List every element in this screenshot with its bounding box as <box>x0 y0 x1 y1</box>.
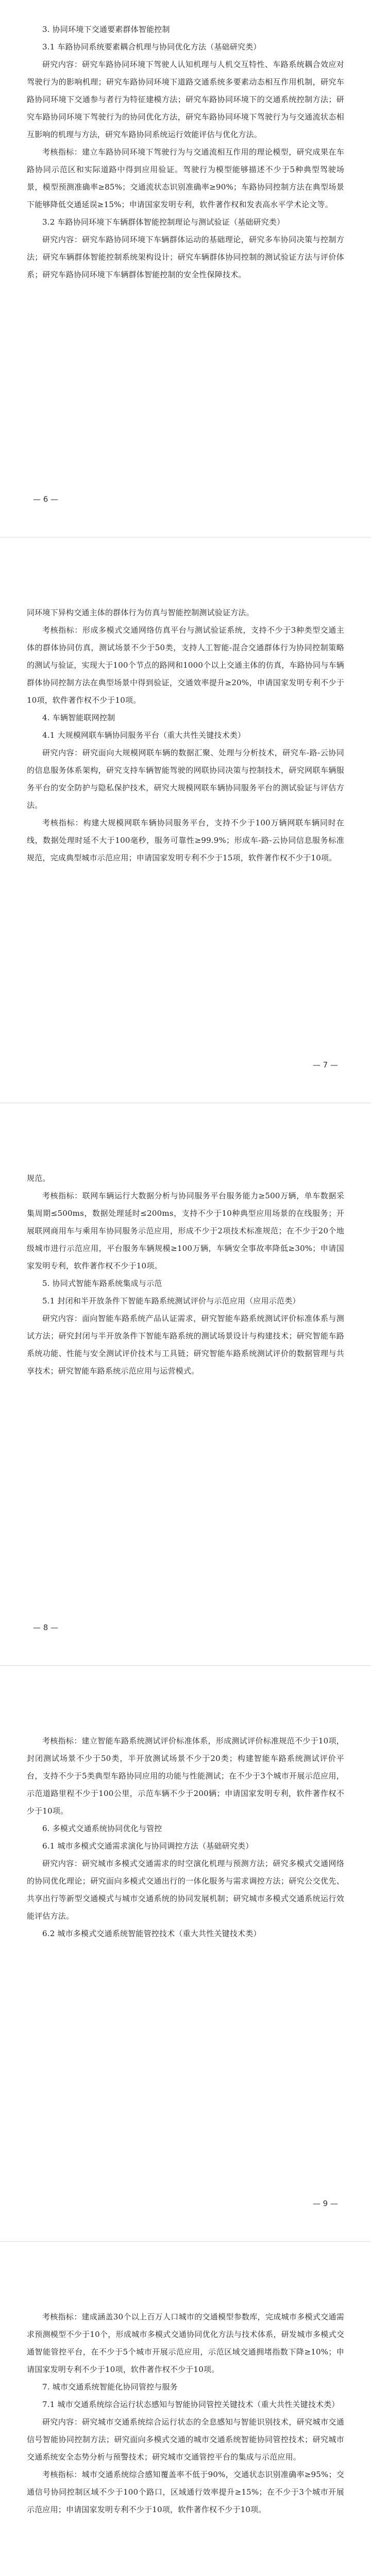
subsection-heading: 5.1 封闭和半开放条件下智能车路系统测试评价与示范应用（应用示范类） <box>42 1296 300 1306</box>
subsection-heading: 3.2 车路协同环境下车辆群体智能控制理论与测试验证（基础研究类） <box>42 217 285 227</box>
subsection-heading: 7.1 城市交通系统综合运行状态感知与智能协同管控关键技术（重大共性关键技术类） <box>42 2400 340 2409</box>
page-separator <box>0 537 371 584</box>
document-page <box>0 2287 371 2576</box>
page-separator <box>0 1665 371 1713</box>
section-heading: 7. 城市交通系统智能化协同管控与服务 <box>42 2382 178 2392</box>
subsection-heading: 6.1 城市多模式交通需求演化与协同调控方法（基础研究类） <box>42 1841 254 1851</box>
page-number: — 8 — <box>33 1623 59 1632</box>
page-number: — 7 — <box>312 1060 338 1070</box>
document-page <box>0 583 371 1103</box>
document-page <box>0 0 371 537</box>
body-paragraph: 考核指标：建立车路协同环境下驾驶行为与交通流相互作用的理论模型，研究成果在车路协同示范区和实际道路中得到应用验证。驾驶行为模型能够描述不少于5种典型驾驶场景，模型预测准确率≥85%；交通流状态识别准确率≥90%；车路协同控制方法在典型场景下能够降低交通延误≥15%；申请国家发明专利，软件著作权和发表高水平学术论文等。 <box>27 147 344 209</box>
body-paragraph: 研究内容：研究城市多模式交通需求的时空演化机理与预测方法；研究多模式交通网络的协同优化理论；研究面向多模式交通出行的一体化服务与需求调控方法；研究公交优先、共享出行等新型交通模式与城市交通系统的协同发展机制；研究城市多模式交通系统运行效能评估方法。 <box>27 1859 344 1921</box>
section-heading: 6. 多模式交通系统协同优化与管控 <box>42 1824 162 1833</box>
body-paragraph: 同环境下异构交通主体的群体行为仿真与智能控制测试验证方法。 <box>27 608 254 617</box>
body-paragraph: 研究内容：研究车路协同环境下驾驶人认知机理与人机交互特性、车路系统耦合效应对驾驶行为的影响机理；研究车路协同环境下道路交通系统多要素动态相互作用机制，研究车路协同环境下交通参与者行为特征建模方法；研究车路协同环境下的交通系统控制方法；研究车路协同环境下驾驶行为的协同优化方法，研究车路协同环境下驾驶行为与交通流状态相互影响的机理与方法，研究车路协同系统运行效能评估与优化方法。 <box>27 60 344 139</box>
body-paragraph: 研究内容：面向智能车路系统产品认证需求，研究智能车路系统测试评价标准体系与测试方法；研究封闭与半开放条件下智能车路系统的测试场景设计与构建技术；研究智能车路系统功能、性能与安全测试评价技术与工具链；研究智能车路系统测试评价的数据管理与共享技术；研究智能车路系统示范应用与运营模式。 <box>27 1314 344 1376</box>
section-heading: 5. 协同式智能车路系统集成与示范 <box>42 1279 162 1288</box>
body-paragraph: 考核指标：建立智能车路系统测试评价标准体系，形成测试评价标准规范不少于10项，封闭测试场景不少于50类，半开放测试场景不少于20类；构建智能车路系统测试评价平台，支持不少于5类典型车路协同应用的功能与性能测试；在不少于3个城市开展示范应用，示范道路里程不少于100公里，示范车辆不少于200辆；申请国家发明专利，软件著作权不少于10项。 <box>27 1736 344 1816</box>
body-paragraph: 考核指标：联网车辆运行大数据分析与协同服务平台服务能力≥500万辆，单车数据采集周期≤500ms，数据处理延时≤200ms，支持不少于10种典型应用场景的在线服务；开展联网商用车与乘用车协同服务示范应用，形成不少于2项技术标准规范；在不少于20个地级城市进行示范应用，平台服务车辆规模≥100万辆，车辆安全事故率降低≥30%；申请国家发明专利，软件著作权不少于10项。 <box>27 1191 344 1270</box>
body-paragraph: 研究内容：研究车路协同环境下车辆群体运动的基础理论，研究多车协同决策与控制方法；研究车辆群体智能控制系统架构设计；研究车辆群体协同控制的测试验证方法与评价体系；研究车路协同环境下车辆群体智能控制的安全性保障技术。 <box>27 235 344 279</box>
subsection-heading: 3.1 车路协同系统要素耦合机理与协同优化方法（基础研究类） <box>42 42 261 52</box>
body-paragraph: 研究内容：研究面向大规模网联车辆的数据汇聚、处理与分析技术，研究车-路-云协同的信息服务体系架构，研究支持车辆智能驾驶的网联协同决策与控制技术，研究网联车辆服务平台的安全防护与隐私保护技术，研究大规模网联车辆协同服务平台的测试验证与评估方法。 <box>27 748 344 810</box>
document-page <box>0 1149 371 1665</box>
subsection-heading: 6.2 城市多模式交通系统智能管控技术（重大共性关键技术类） <box>42 1929 261 1938</box>
body-paragraph: 考核指标：建成涵盖30个以上百万人口城市的交通模型参数库，完成城市多模式交通需求预测模型不少于10个，形成城市多模式交通协同优化方法与技术体系，研发城市多模式交通智能管控平台，在不少于5个城市开展示范应用，示范区域交通拥堵指数下降≥10%；申请国家发明专利不少于10项，软件著作权不少于10项。 <box>27 2312 344 2374</box>
body-paragraph: 考核指标：城市交通系统综合感知覆盖率不低于90%，交通状态识别准确率≥95%；交通信号协同控制区域不少于100个路口，区域通行效率提升≥15%；在不少于3个城市开展示范应用；申请国家发明专利不少于10项，软件著作权不少于10项。 <box>27 2470 344 2514</box>
page-number: — 6 — <box>33 495 59 504</box>
section-heading: 3. 协同环境下交通要素群体智能控制 <box>42 25 170 34</box>
document-page <box>0 1711 371 2241</box>
body-paragraph: 研究内容：研究城市交通系统综合运行状态的全息感知与智能识别技术，研究城市交通信号智能协同控制方法；研究面向多模式交通的城市交通系统智能协同管控技术；研究城市交通系统安全态势分析与预警技术；研究城市交通管控平台的集成与示范应用。 <box>27 2417 344 2462</box>
body-paragraph: 考核指标：形成多模式交通网络仿真平台与测试验证系统，支持不少于3种类型交通主体的群体协同仿真，测试场景不少于50类，支持人工智能-混合交通群体行为协同控制策略的测试与验证，实现大于100个节点的路网和1000个以上交通主体的仿真，车路协同与车辆群体协同控制方法在典型场景中得到验证，交通效率提升≥20%，申请国家发明专利不少于10项，软件著作权不少于10项。 <box>27 625 344 705</box>
body-paragraph: 考核指标：构建大规模网联车辆协同服务平台，支持不少于100万辆网联车辆同时在线，数据处理时延不大于100毫秒，服务可靠性≥99.9%；形成车-路-云协同信息服务标准规范，完成典型城市示范应用；申请国家发明专利不少于15项，软件著作权不少于10项。 <box>27 818 344 862</box>
page-separator <box>0 2241 371 2289</box>
page-separator <box>0 1103 371 1150</box>
body-paragraph: 规范。 <box>27 1174 50 1183</box>
subsection-heading: 4.1 大规模网联车辆协同服务平台（重大共性关键技术类） <box>42 731 246 740</box>
section-heading: 4. 车辆智能联网控制 <box>42 713 115 722</box>
page-number: — 9 — <box>312 2199 338 2208</box>
